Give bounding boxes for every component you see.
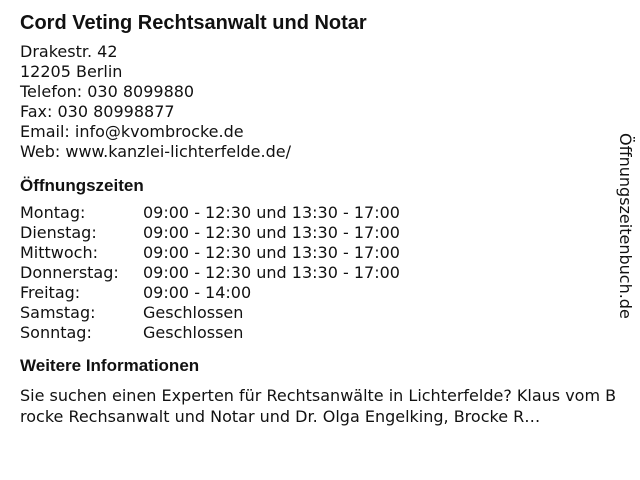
info-heading: Weitere Informationen — [20, 356, 200, 375]
hours-row — [20, 283, 620, 303]
contact-block — [20, 42, 620, 162]
info-description: Sie suchen einen Experten für Rechtsanwälte in Lichterfelde? Klaus vom Brocke Rechsanwalt und Notar und Dr. Olga Engelking, Brocke R… — [20, 386, 617, 426]
hours-day: Sonntag: — [20, 323, 92, 342]
hours-row — [20, 243, 620, 263]
postal-city: 12205 Berlin — [20, 62, 123, 81]
hours-day: Donnerstag: — [20, 263, 119, 282]
hours-heading: Öffnungszeiten — [20, 176, 144, 195]
hours-row — [20, 203, 620, 223]
hours-day: Mittwoch: — [20, 243, 98, 262]
hours-day: Freitag: — [20, 283, 81, 302]
hours-day: Dienstag: — [20, 223, 97, 242]
email-line: Email: info@kvombrocke.de — [20, 122, 244, 141]
hours-time: 09:00 - 12:30 und 13:30 - 17:00 — [143, 263, 400, 282]
hours-row — [20, 303, 620, 323]
hours-day: Montag: — [20, 203, 86, 222]
hours-row — [20, 323, 620, 343]
hours-time: Geschlossen — [143, 323, 244, 342]
hours-time: 09:00 - 12:30 und 13:30 - 17:00 — [143, 223, 400, 242]
hours-time: 09:00 - 12:30 und 13:30 - 17:00 — [143, 203, 400, 222]
fax-line: Fax: 030 80998877 — [20, 102, 175, 121]
hours-row — [20, 223, 620, 243]
hours-day: Samstag: — [20, 303, 96, 322]
hours-table — [20, 203, 620, 343]
street-address: Drakestr. 42 — [20, 42, 118, 61]
hours-time: 09:00 - 12:30 und 13:30 - 17:00 — [143, 243, 400, 262]
hours-row — [20, 263, 620, 283]
business-card — [20, 10, 620, 427]
business-name: Cord Veting Rechtsanwalt und Notar — [20, 12, 367, 34]
hours-time: Geschlossen — [143, 303, 244, 322]
site-watermark: Öffnungszeitenbuch.de — [616, 133, 635, 319]
web-line: Web: www.kanzlei-lichterfelde.de/ — [20, 142, 291, 161]
phone-line: Telefon: 030 8099880 — [20, 82, 195, 101]
hours-time: 09:00 - 14:00 — [143, 283, 252, 302]
